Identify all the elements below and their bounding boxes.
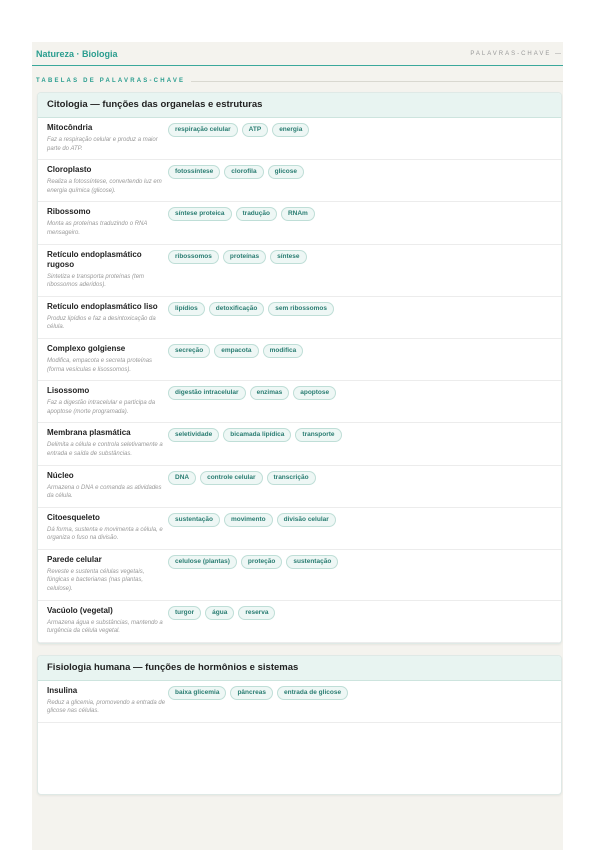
keyword-tag: RNAm (281, 207, 315, 221)
row-term: Ribossomo (47, 207, 91, 217)
table-row (38, 466, 561, 508)
row-term: Lisossomo (47, 386, 90, 396)
row-description: Monta as proteínas traduzindo o RNA mensageiro. (47, 221, 148, 236)
keyword-tag: reserva (238, 606, 275, 620)
table-title: Citologia — funções das organelas e estruturas (38, 93, 561, 118)
row-term: Membrana plasmática (47, 428, 131, 438)
table-row (38, 681, 561, 723)
row-description: Sintetiza e transporta proteínas (tem ribossomos aderidos). (47, 273, 145, 289)
keyword-tags (168, 207, 315, 237)
keyword-tag: sustentação (286, 555, 338, 569)
keyword-tag: respiração celular (168, 123, 238, 137)
row-description: Armazena o DNA e comanda as atividades da célula. (47, 484, 162, 500)
keyword-tag: transporte (295, 428, 341, 442)
table-row (38, 423, 561, 465)
keyword-tags (168, 123, 309, 153)
row-description: Reveste e sustenta células vegetais, fúngicas e bacterianas (nas plantas, celulose). (47, 568, 145, 593)
row-description: Modifica, empacota e secreta proteínas (forma vesículas e lisossomos). (47, 357, 153, 373)
row-term: Núcleo (47, 470, 74, 480)
keyword-tag: controle celular (200, 471, 262, 485)
keyword-tag: fotossíntese (168, 165, 220, 179)
table-row (38, 202, 561, 244)
row-term-cell (47, 123, 168, 153)
keyword-table (37, 92, 562, 644)
keyword-tag: DNA (168, 471, 196, 485)
row-term-cell (47, 686, 168, 716)
row-term-cell (47, 207, 168, 237)
keyword-table (37, 655, 562, 795)
keyword-tag: clorofila (224, 165, 263, 179)
section-heading (32, 78, 563, 84)
row-term-cell (47, 165, 168, 195)
row-term-cell (47, 302, 168, 332)
keyword-tag: digestão intracelular (168, 386, 246, 400)
keyword-tag: secreção (168, 344, 210, 358)
table-row (38, 160, 561, 202)
keyword-tag: enzimas (250, 386, 290, 400)
row-term-cell (47, 250, 168, 290)
row-term: Parede celular (47, 554, 102, 564)
keyword-tag: bicamada lipídica (223, 428, 291, 442)
keyword-tag: ATP (242, 123, 269, 137)
row-term: Retículo endoplasmático rugoso (47, 249, 142, 269)
row-description: Produz lipídios e faz a desintoxicação da célula. (47, 315, 156, 331)
keyword-tags (168, 428, 342, 458)
keyword-tag: síntese proteica (168, 207, 232, 221)
keyword-tag: baixa glicemia (168, 686, 226, 700)
keyword-tag: entrada de glicose (277, 686, 348, 700)
table-row (38, 118, 561, 160)
keyword-tag: pâncreas (230, 686, 273, 700)
keyword-tags (168, 344, 303, 374)
keyword-tags (168, 686, 348, 716)
keyword-tag: energia (272, 123, 309, 137)
row-description: Faz a digestão intracelular e participa da apoptose (morte programada). (47, 400, 156, 415)
row-description: Delimita a célula e controla seletivamente a entrada e saída de substâncias. (47, 442, 163, 457)
section-label: TABELAS DE PALAVRAS-CHAVE (36, 78, 186, 84)
row-description: Armazena água e substâncias, mantendo a turgência da célula vegetal. (47, 619, 163, 635)
keyword-tags (168, 386, 336, 416)
keyword-tag: ribossomos (168, 250, 219, 264)
keyword-tag: modifica (263, 344, 304, 358)
keyword-tags (168, 513, 336, 543)
keyword-tag: sustentação (168, 513, 220, 527)
keyword-tag: água (205, 606, 234, 620)
table-row (38, 339, 561, 381)
row-term-cell (47, 386, 168, 416)
keyword-tag: divisão celular (277, 513, 336, 527)
keyword-tag: sem ribossomos (268, 302, 334, 316)
row-term: Mitocôndria (47, 123, 93, 132)
keyword-tag: detoxificação (209, 302, 265, 316)
keyword-tags (168, 250, 307, 290)
keyword-tag: tradução (236, 207, 277, 221)
row-description: Reduz a glicemia, promovendo a entrada de glicose nas células. (47, 699, 166, 715)
row-description: Realiza a fotossíntese, convertendo luz em energia química (glicose). (47, 179, 162, 194)
keyword-tags (168, 606, 275, 636)
row-term: Complexo golgiense (47, 343, 126, 353)
keyword-tag: celulose (plantas) (168, 555, 237, 569)
header-right-label: PALAVRAS-CHAVE — (470, 50, 563, 57)
table-row (38, 381, 561, 423)
row-term-cell (47, 471, 168, 501)
table-row (38, 297, 561, 339)
table-row (38, 508, 561, 550)
keyword-tag: glicose (268, 165, 304, 179)
row-term-cell (47, 555, 168, 594)
keyword-tag: turgor (168, 606, 201, 620)
header-bar (32, 42, 563, 66)
row-term-cell (47, 344, 168, 374)
row-description: Faz a respiração celular e produz a maior parte do ATP. (47, 137, 158, 152)
row-description: Dá forma, sustenta e movimenta a célula, e organiza o fuso na divisão. (47, 526, 163, 542)
keyword-tag: transcrição (267, 471, 316, 485)
keyword-tag: seletividade (168, 428, 219, 442)
keyword-tag: lipídios (168, 302, 205, 316)
keyword-tag: proteção (241, 555, 282, 569)
row-term: Cloroplasto (47, 165, 92, 175)
keyword-tags (168, 165, 304, 195)
row-term: Retículo endoplasmático liso (47, 301, 158, 311)
row-term: Vacúolo (vegetal) (47, 605, 113, 615)
brand-title: Natureza · Biologia (36, 48, 118, 59)
keyword-tags (168, 471, 316, 501)
table-row (38, 550, 561, 601)
table-title: Fisiologia humana — funções de hormônios e sistemas (38, 656, 561, 681)
keyword-tag: proteínas (223, 250, 266, 264)
keyword-tags (168, 555, 338, 594)
table-row (38, 601, 561, 643)
row-term: Insulina (47, 685, 78, 695)
table-row (38, 245, 561, 297)
keyword-tags (168, 302, 334, 332)
keyword-tag: síntese (270, 250, 306, 264)
keyword-tag: apoptose (293, 386, 336, 400)
document-page (32, 42, 563, 850)
row-term-cell (47, 606, 168, 636)
section-divider (191, 81, 563, 82)
keyword-tag: empacota (214, 344, 258, 358)
keyword-tag: movimento (224, 513, 273, 527)
row-term-cell (47, 513, 168, 543)
row-term-cell (47, 428, 168, 458)
row-term: Citoesqueleto (47, 512, 100, 522)
